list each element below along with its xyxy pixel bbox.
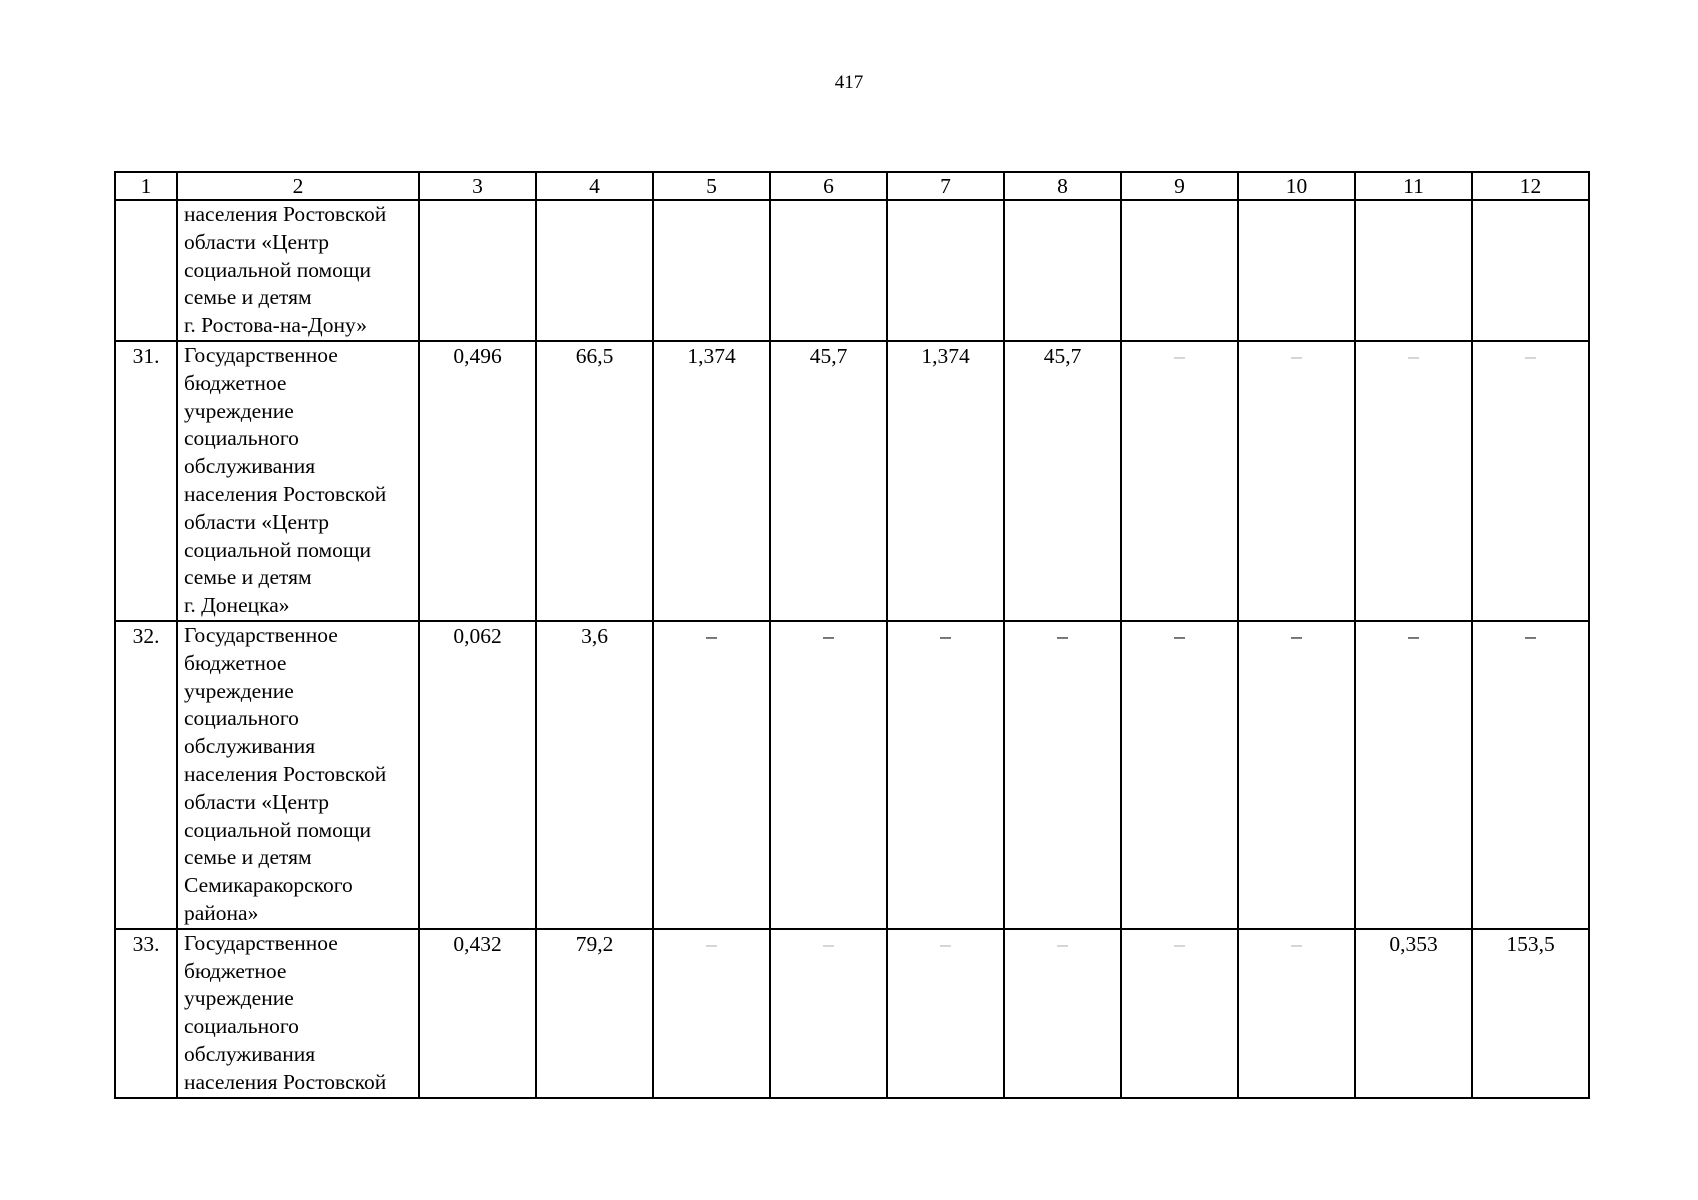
table-cell: [1472, 200, 1589, 341]
table-cell: [536, 200, 653, 341]
column-header: 4: [536, 172, 653, 200]
table-cell: 1,374: [653, 341, 770, 621]
table-cell: 3,6: [536, 621, 653, 929]
table-cell: 45,7: [770, 341, 887, 621]
table-cell: –: [1238, 621, 1355, 929]
table-cell: [1355, 200, 1472, 341]
column-header: 7: [887, 172, 1004, 200]
table-cell: [419, 200, 536, 341]
table-cell: 153,5: [1472, 929, 1589, 1098]
column-header: 2: [177, 172, 419, 200]
table-cell: –: [770, 621, 887, 929]
table-cell: –: [1121, 929, 1238, 1098]
table-cell: –: [1355, 621, 1472, 929]
table-cell: –: [1238, 929, 1355, 1098]
column-header: 12: [1472, 172, 1589, 200]
table-cell: [1238, 200, 1355, 341]
table-cell: [887, 200, 1004, 341]
column-header: 6: [770, 172, 887, 200]
column-header: 5: [653, 172, 770, 200]
institution-name: Государственное бюджетное учреждение социального обслуживания населения Ростовской: [177, 929, 419, 1098]
institution-name: населения Ростовской области «Центр социальной помощи семье и детям г. Ростова-на-Дону»: [177, 200, 419, 341]
column-header: 3: [419, 172, 536, 200]
table-cell: 66,5: [536, 341, 653, 621]
table-cell: –: [887, 621, 1004, 929]
table-header-row: [115, 172, 1589, 200]
table-cell: 0,496: [419, 341, 536, 621]
institution-name: Государственное бюджетное учреждение социального обслуживания населения Ростовской области «Центр социальной помощи семье и детям Семикаракорского района»: [177, 621, 419, 929]
table-row: [115, 341, 1589, 621]
table-cell: 0,432: [419, 929, 536, 1098]
institution-name: Государственное бюджетное учреждение социального обслуживания населения Ростовской области «Центр социальной помощи семье и детям г. Донецка»: [177, 341, 419, 621]
table-row: [115, 621, 1589, 929]
row-number: [115, 200, 177, 341]
table-cell: –: [1121, 341, 1238, 621]
table-row: [115, 200, 1589, 341]
table-cell: –: [653, 621, 770, 929]
data-table: [114, 171, 1590, 1099]
table-cell: [1121, 200, 1238, 341]
table-row: [115, 929, 1589, 1098]
table-cell: –: [1004, 929, 1121, 1098]
table-cell: –: [1004, 621, 1121, 929]
table-cell: –: [1472, 341, 1589, 621]
table-cell: –: [1355, 341, 1472, 621]
column-header: 11: [1355, 172, 1472, 200]
row-number: 32.: [115, 621, 177, 929]
column-header: 8: [1004, 172, 1121, 200]
table-cell: 0,353: [1355, 929, 1472, 1098]
table-cell: [1004, 200, 1121, 341]
table-cell: 0,062: [419, 621, 536, 929]
table-cell: 45,7: [1004, 341, 1121, 621]
table-cell: –: [1238, 341, 1355, 621]
table-cell: –: [770, 929, 887, 1098]
table-cell: 79,2: [536, 929, 653, 1098]
table-cell: [653, 200, 770, 341]
table-cell: –: [1472, 621, 1589, 929]
row-number: 31.: [115, 341, 177, 621]
page-number: 417: [834, 72, 864, 93]
column-header: 1: [115, 172, 177, 200]
row-number: 33.: [115, 929, 177, 1098]
table-cell: –: [887, 929, 1004, 1098]
column-header: 9: [1121, 172, 1238, 200]
table-cell: –: [653, 929, 770, 1098]
table-cell: 1,374: [887, 341, 1004, 621]
table-cell: [770, 200, 887, 341]
table-cell: –: [1121, 621, 1238, 929]
column-header: 10: [1238, 172, 1355, 200]
